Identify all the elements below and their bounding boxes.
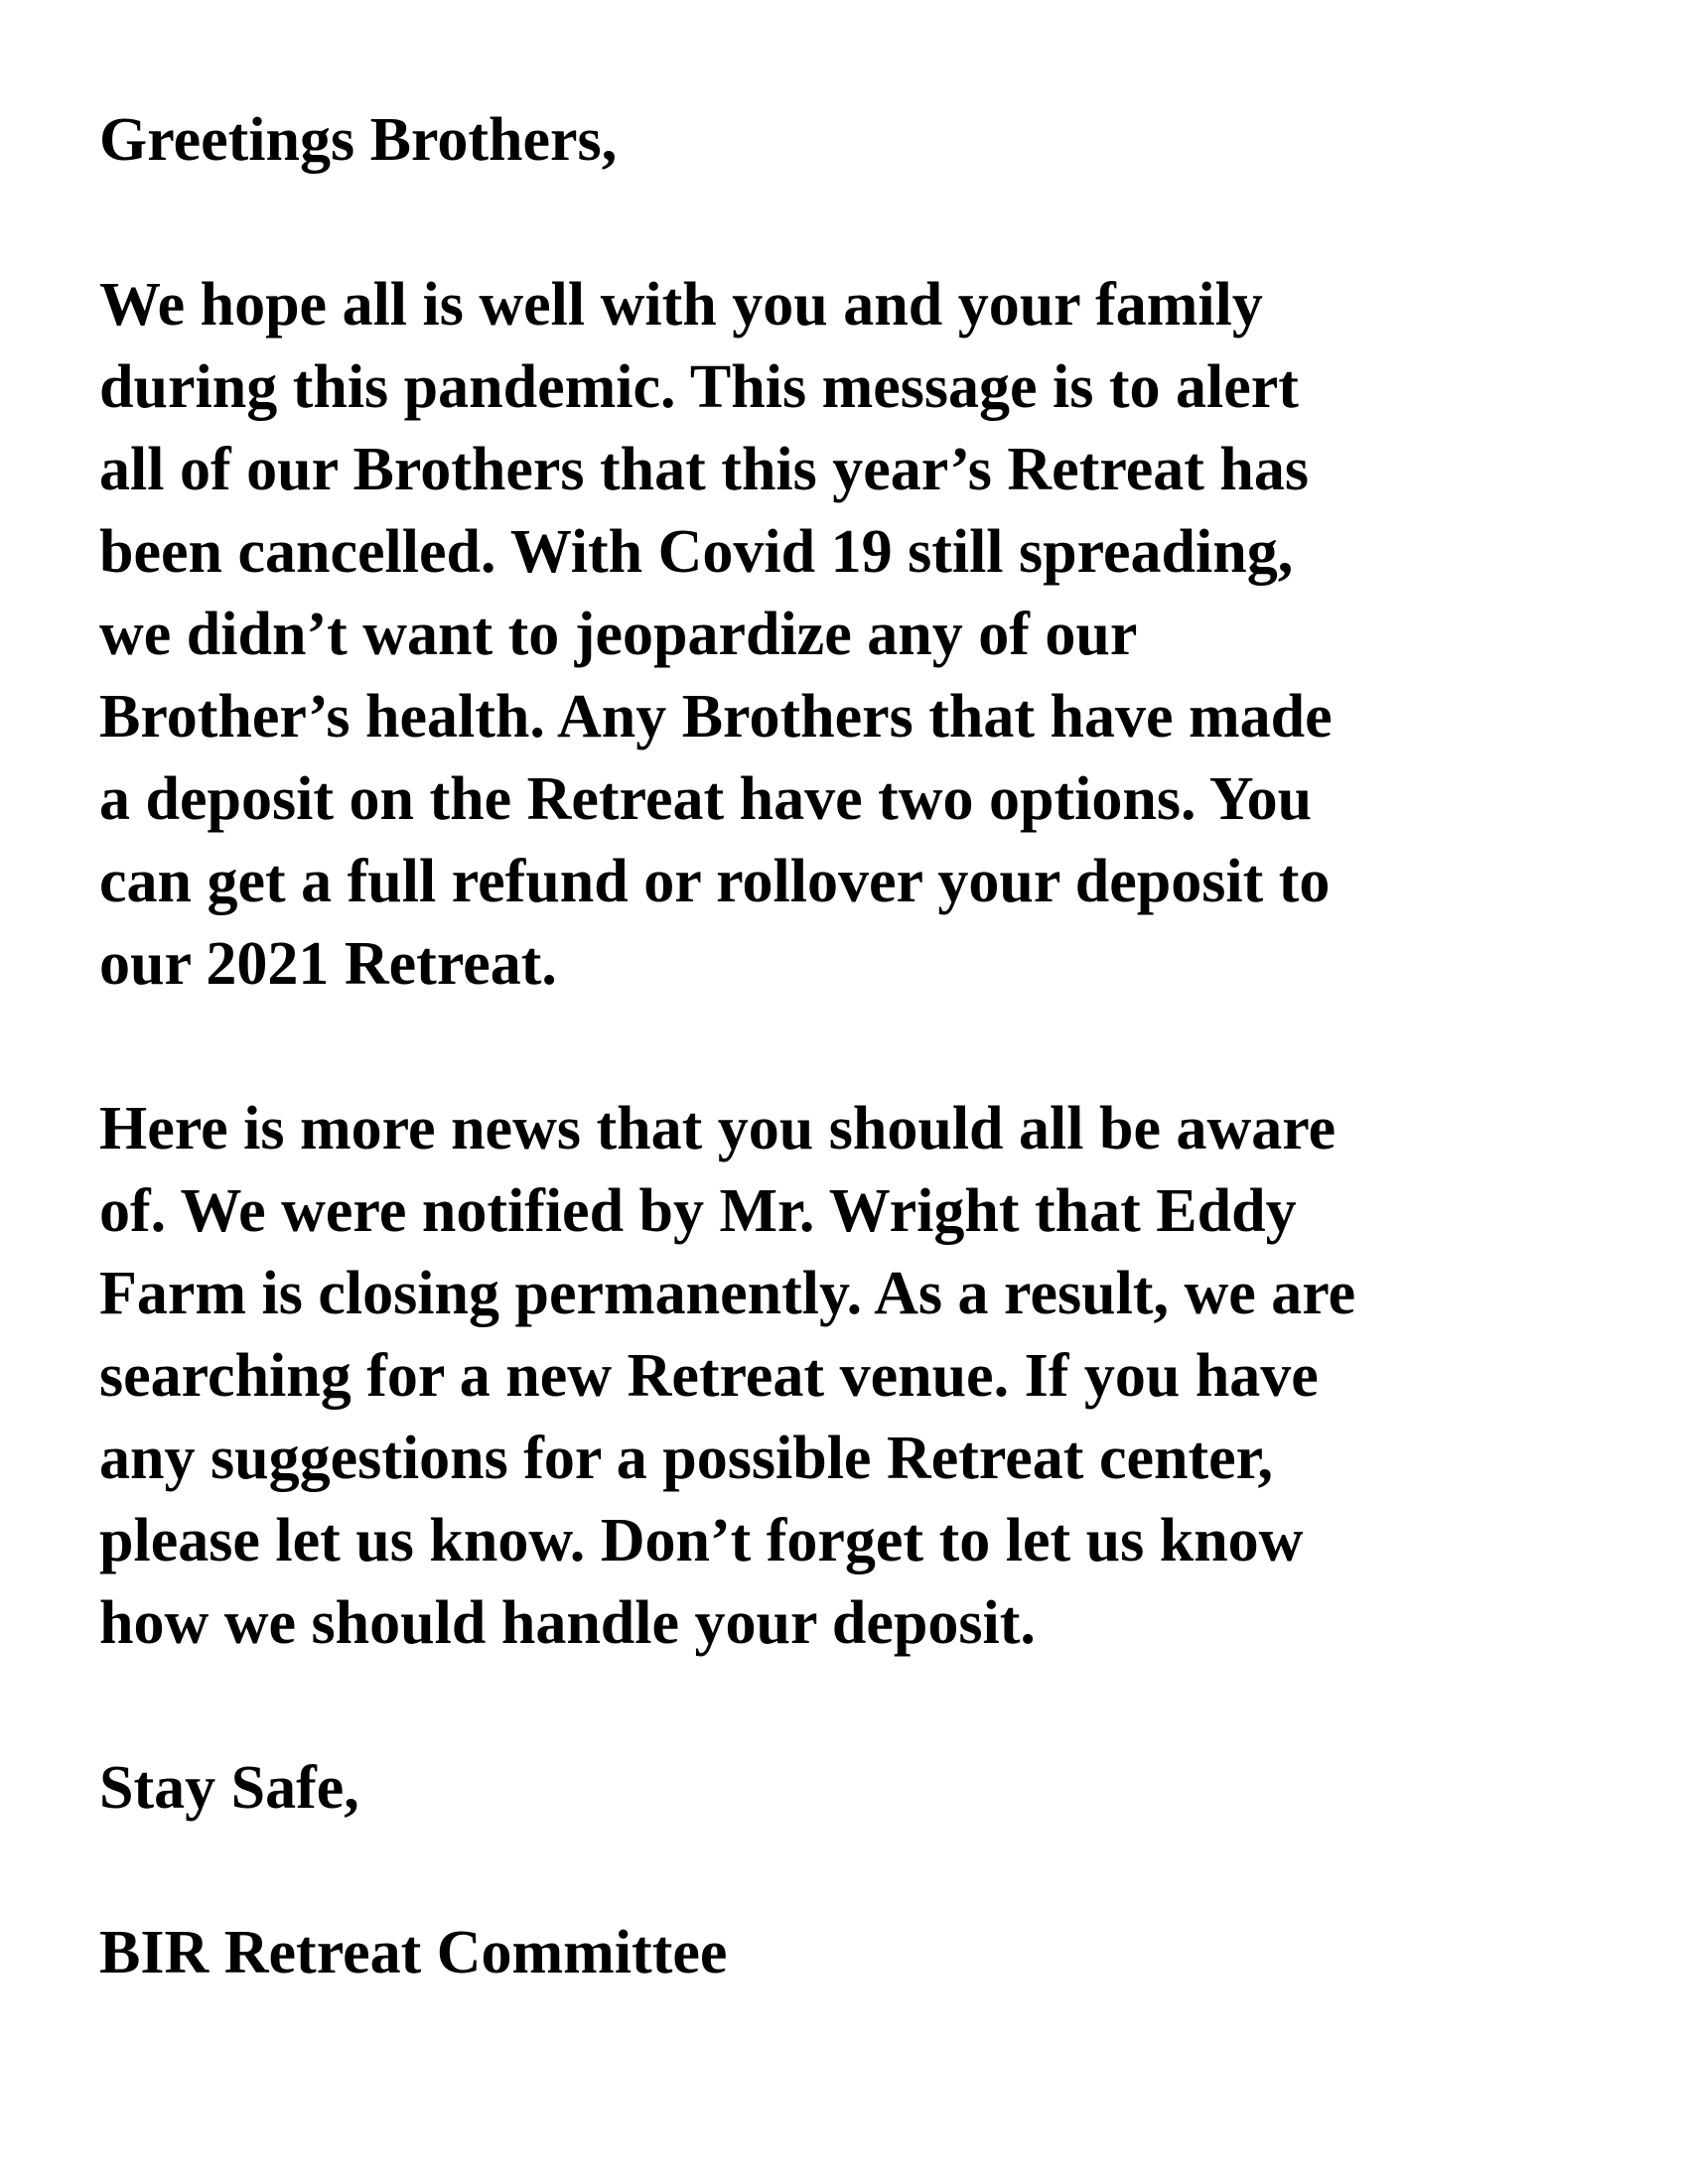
paragraph-cancellation — [99, 264, 1648, 1006]
paragraph-line: we didn’t want to jeopardize any of our — [99, 601, 1138, 668]
closing: Stay Safe, — [99, 1754, 359, 1822]
paragraph-line: been cancelled. With Covid 19 still spreading, — [99, 518, 1294, 586]
paragraph-gap — [99, 1665, 1648, 1747]
signature: BIR Retreat Committee — [99, 1919, 728, 1986]
paragraph-line: a deposit on the Retreat have two options. You — [99, 765, 1313, 833]
paragraph-line: during this pandemic. This message is to alert — [99, 353, 1299, 421]
letter-body — [99, 99, 1648, 1994]
paragraph-line: Here is more news that you should all be aware — [99, 1095, 1336, 1162]
paragraph-line: please let us know. Don’t forget to let us know — [99, 1507, 1304, 1574]
paragraph-line: of. We were notified by Mr. Wright that Eddy — [99, 1177, 1297, 1245]
paragraph-gap — [99, 1006, 1648, 1088]
paragraph-gap — [99, 1830, 1648, 1912]
paragraph-line: Farm is closing permanently. As a result, we are — [99, 1260, 1356, 1327]
paragraph-venue-news — [99, 1088, 1648, 1665]
paragraph-line: all of our Brothers that this year’s Retreat has — [99, 436, 1310, 503]
paragraph-line: how we should handle your deposit. — [99, 1589, 1036, 1657]
paragraph-line: Brother’s health. Any Brothers that have made — [99, 683, 1333, 751]
paragraph-line: our 2021 Retreat. — [99, 930, 557, 998]
greeting: Greetings Brothers, — [99, 106, 618, 174]
paragraph-line: any suggestions for a possible Retreat center, — [99, 1425, 1273, 1492]
paragraph-gap — [99, 182, 1648, 264]
paragraph-line: searching for a new Retreat venue. If you have — [99, 1342, 1319, 1410]
paragraph-line: We hope all is well with you and your family — [99, 271, 1263, 339]
paragraph-line: can get a full refund or rollover your deposit to — [99, 848, 1331, 915]
